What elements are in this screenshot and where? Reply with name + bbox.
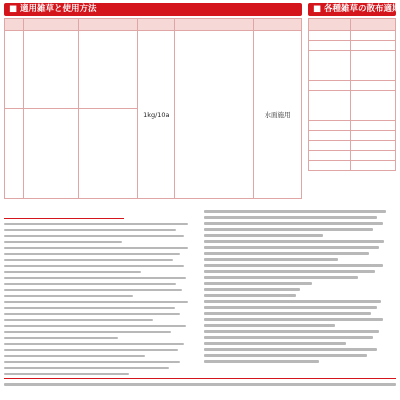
text-line: [204, 282, 312, 285]
table-cell: [309, 91, 351, 121]
text-line: [4, 247, 188, 250]
table-cell: [350, 51, 395, 81]
table-row: [309, 31, 396, 41]
text-line: [204, 324, 335, 327]
text-line: [204, 240, 384, 243]
table-cell: [350, 151, 395, 161]
text-line: [204, 318, 383, 321]
text-line: [204, 300, 381, 303]
text-line: [204, 354, 367, 357]
column-header: [254, 19, 302, 31]
table-row: [309, 81, 396, 91]
timing-section-header: [308, 3, 400, 16]
text-line: [4, 319, 153, 322]
text-line: [4, 283, 176, 286]
text-line: [4, 253, 180, 256]
table-cell: [309, 151, 351, 161]
column-header: [175, 19, 254, 31]
column-header: [23, 19, 79, 31]
table-cell: [309, 161, 351, 171]
text-line: [4, 241, 122, 244]
table-row: [309, 161, 396, 171]
timing-section-title: ■ 各種雑草の散布適期: [313, 4, 400, 14]
table-cell: [350, 121, 395, 131]
text-line: [204, 336, 373, 339]
text-line: [4, 343, 184, 346]
text-line: [204, 342, 346, 345]
text-line: [204, 288, 300, 291]
table-cell: [350, 131, 395, 141]
table-header-row: [309, 19, 396, 31]
table-cell: [79, 109, 138, 199]
table-cell: [309, 51, 351, 81]
table-row: [309, 41, 396, 51]
table-cell: [350, 141, 395, 151]
precautions-column-left: [4, 208, 200, 374]
table-cell: [350, 81, 395, 91]
timing-table: [308, 18, 396, 171]
text-line: [4, 229, 176, 232]
table-row: [309, 91, 396, 121]
column-header: [138, 19, 175, 31]
table-cell: [23, 109, 79, 199]
text-line: [4, 361, 180, 364]
table-cell: [309, 81, 351, 91]
text-line: [4, 383, 396, 386]
text-line: [204, 258, 338, 261]
footer-notes: [4, 378, 396, 389]
text-line: [4, 289, 182, 292]
column-header: [350, 19, 395, 31]
table-cell: [350, 41, 395, 51]
dose-text: 1kg/10a: [143, 110, 170, 119]
usage-table: [4, 18, 302, 207]
table-header-row: [5, 19, 302, 31]
text-line: [4, 271, 141, 274]
text-line: [204, 348, 377, 351]
column-header: [309, 19, 351, 31]
table-cell: [350, 31, 395, 41]
table-cell: [309, 131, 351, 141]
precautions-column-right: [204, 208, 396, 374]
usage-section-title: ■ 適用雑草と使用方法: [9, 4, 97, 14]
text-line: [204, 294, 296, 297]
table-row: [309, 141, 396, 151]
text-line: [4, 325, 186, 328]
table-cell: [309, 41, 351, 51]
text-line: [4, 235, 184, 238]
text-line: [204, 312, 371, 315]
text-line: [4, 331, 171, 334]
table-cell: [309, 31, 351, 41]
text-line: [4, 373, 129, 376]
text-line: [4, 295, 133, 298]
text-line: [204, 252, 369, 255]
table-row: [309, 151, 396, 161]
table-cell: [5, 109, 24, 199]
text-line: [204, 246, 379, 249]
table-cell: [5, 31, 24, 109]
text-line: [204, 360, 319, 363]
table-cell: [309, 141, 351, 151]
table-row: [309, 131, 396, 141]
text-line: [204, 276, 358, 279]
text-line: [4, 301, 188, 304]
column-header: [79, 19, 138, 31]
text-line: [204, 330, 379, 333]
precautions-header: [4, 208, 124, 219]
table-cell: [309, 121, 351, 131]
table-cell: [23, 31, 79, 109]
text-line: [4, 349, 178, 352]
dose-cell: [138, 31, 175, 199]
table-cell: [350, 161, 395, 171]
text-line: [204, 234, 323, 237]
method-text: 水面施用: [264, 110, 291, 119]
text-line: [4, 313, 180, 316]
table-cell: [79, 31, 138, 109]
usage-section-header: [4, 3, 302, 16]
text-line: [4, 367, 169, 370]
text-line: [4, 355, 145, 358]
text-line: [4, 337, 118, 340]
text-line: [204, 216, 377, 219]
text-line: [4, 277, 186, 280]
table-row: [309, 51, 396, 81]
text-line: [4, 265, 184, 268]
table-footnote-row: [5, 199, 302, 207]
method-cell: [254, 31, 302, 199]
text-line: [204, 210, 386, 213]
text-line: [204, 270, 375, 273]
text-line: [4, 307, 175, 310]
text-line: [204, 306, 377, 309]
column-header: [5, 19, 24, 31]
table-cell: [175, 31, 254, 199]
text-line: [4, 223, 188, 226]
table-footnote: [5, 199, 302, 207]
text-line: [204, 222, 383, 225]
text-line: [204, 228, 373, 231]
text-line: [204, 264, 383, 267]
table-cell: [350, 91, 395, 121]
text-line: [4, 259, 173, 262]
table-row: [5, 31, 302, 109]
table-row: [309, 121, 396, 131]
